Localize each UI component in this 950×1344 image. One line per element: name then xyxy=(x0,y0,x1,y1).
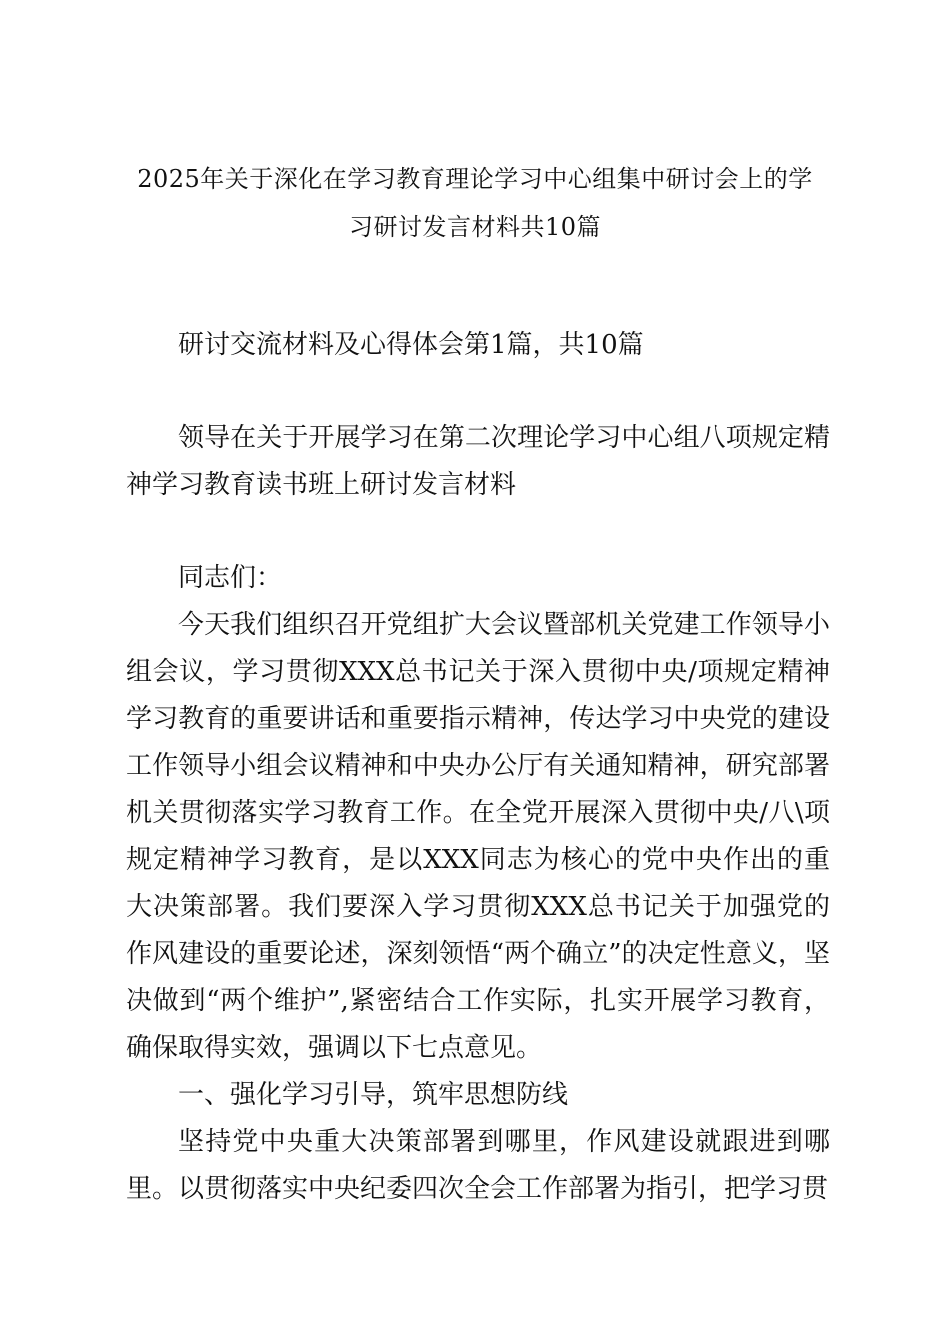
spacer xyxy=(126,509,830,555)
intro-paragraph: 今天我们组织召开党组扩大会议暨部机关党建工作领导小组会议，学习贯彻XXX总书记关于深入贯彻中央/项规定精神学习教育的重要讲话和重要指示精神，传达学习中央党的建设工作领导小组会议精神和中央办公厅有关通知精神，研究部署机关贯彻落实学习教育工作。在全党开展深入贯彻中央/八\项规定精神学习教育，是以XXX同志为核心的党中央作出的重大决策部署。我们要深入学习贯彻XXX总书记关于加强党的作风建设的重要论述，深刻领悟“两个确立”的决定性意义，坚决做到“两个维护”,紧密结合工作实际，扎实开展学习教育，确保取得实效，强调以下七点意见。 xyxy=(126,610,830,1063)
speech-title: 领导在关于开展学习在第二次理论学习中心组八项规定精神学习教育读书班上研讨发言材料 xyxy=(126,423,830,500)
document-body xyxy=(126,322,830,1213)
section-heading-1: 一、强化学习引导，筑牢思想防线 xyxy=(178,1080,569,1110)
section-paragraph-1: 坚持党中央重大决策部署到哪里，作风建设就跟进到哪里。以贯彻落实中央纪委四次全会工作部署为指引，把学习贯 xyxy=(126,1127,830,1204)
document-title xyxy=(125,155,825,251)
salutation: 同志们： xyxy=(178,563,283,593)
spacer xyxy=(126,369,830,415)
article-subtitle: 研讨交流材料及心得体会第1篇，共10篇 xyxy=(178,330,644,360)
title-line-2: 习研讨发言材料共10篇 xyxy=(348,213,602,241)
title-line-1: 2025年关于深化在学习教育理论学习中心组集中研讨会上的学 xyxy=(137,165,813,193)
